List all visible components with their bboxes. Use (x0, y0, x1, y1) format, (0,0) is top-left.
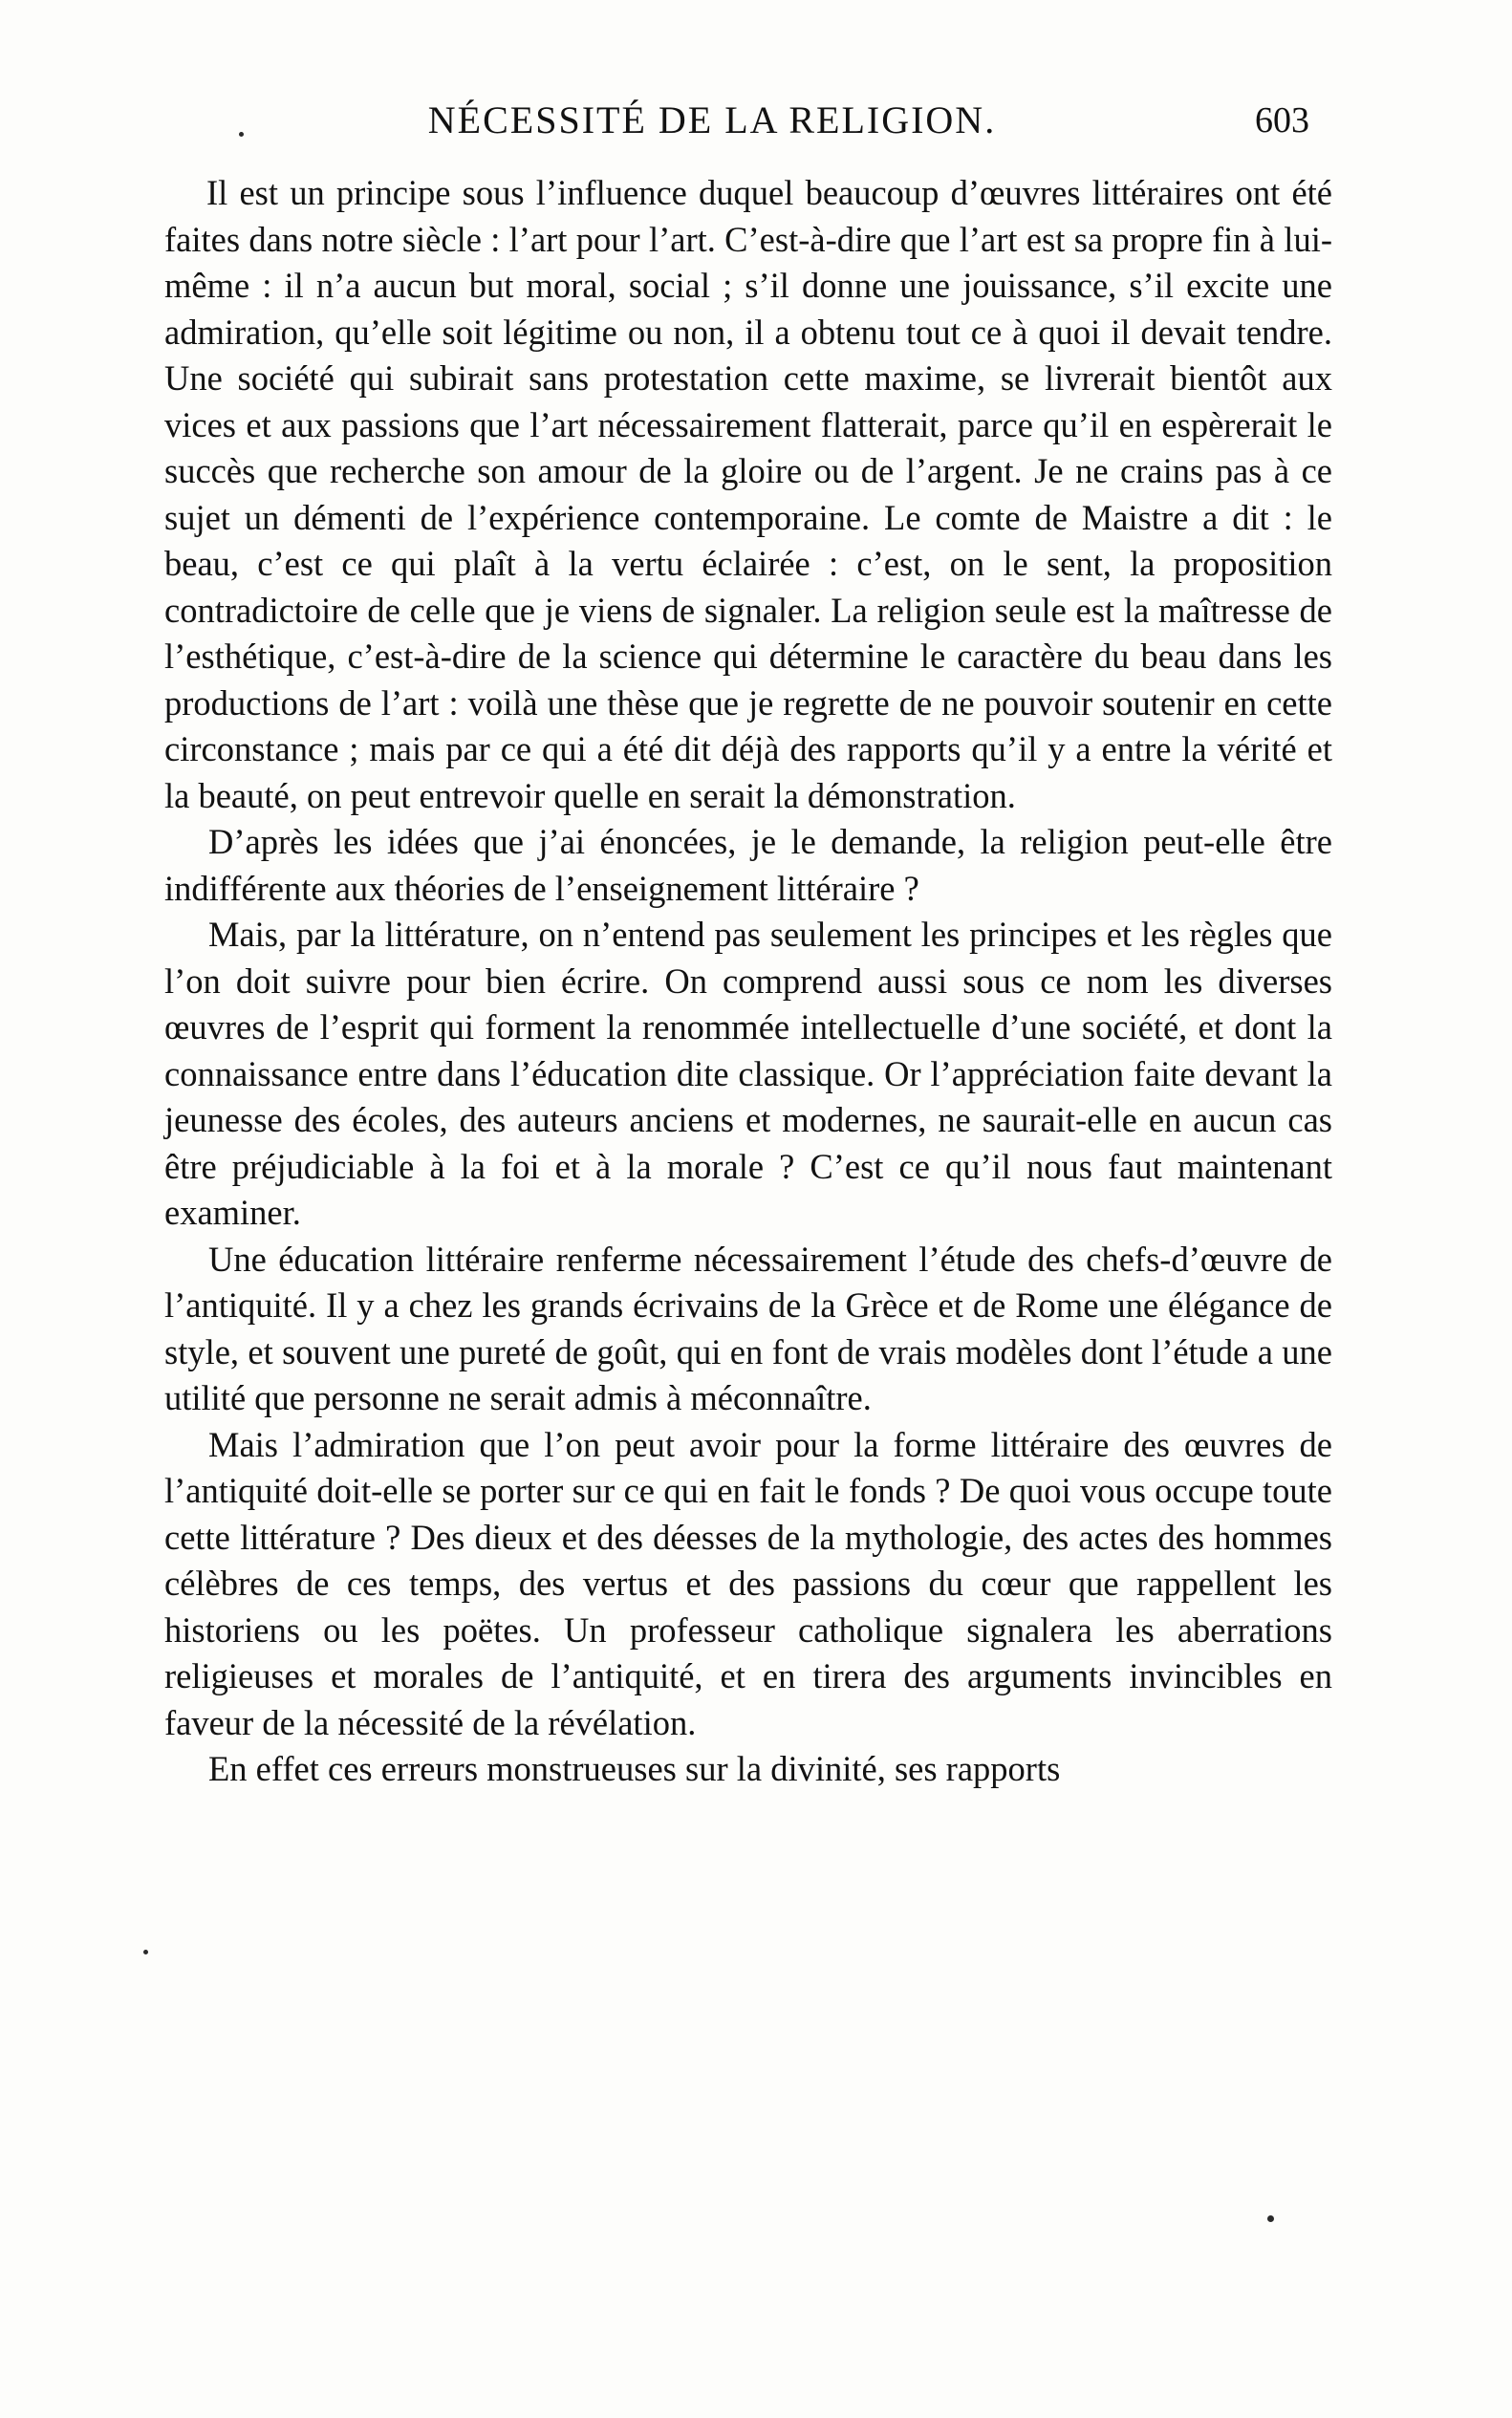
paragraph: En effet ces erreurs monstrueuses sur la divinité, ses rapports (208, 1749, 1061, 1788)
page-number: 603 (1255, 100, 1309, 140)
ink-speck (239, 132, 244, 137)
running-title: NÉCESSITÉ DE LA RELIGION. (427, 98, 997, 141)
ink-speck (143, 1950, 148, 1954)
ink-speck (1267, 2215, 1274, 2222)
paragraph: Il est un principe sous l’influence duquel beaucoup d’œuvres littéraires ont été faites dans notre siècle : l’art pour l’art. C’est-à-dire que l’art est sa propre fin à lui-même : il n’a aucun but moral, social ; s’il donne une jouissance, s’il excite une admiration, qu’elle soit légitime ou non, il a obtenu tout ce à quoi il devait tendre. Une société qui subirait sans protestation cette maxime, se livrerait bientôt aux vices et aux passions que l’art nécessairement flatterait, parce qu’il en espèrerait le succès que recherche son amour de la gloire ou de l’argent. Je ne crains pas à ce sujet un démenti de l’expérience contemporaine. Le comte de Maistre a dit : le beau, c’est ce qui plaît à la vertu éclairée : c’est, on le sent, la proposition contradictoire de celle que je viens de signaler. La religion seule est la maîtresse de l’esthétique, c’est-à-dire de la science qui détermine le caractère du beau dans les productions de l’art : voilà une thèse que je regrette de ne pouvoir soutenir en cette circonstance ; mais par ce qui a été dit déjà des rapports qu’il y a entre la vérité et la beauté, on peut entrevoir quelle en serait la démonstration. (164, 173, 1332, 815)
paragraph: D’après les idées que j’ai énoncées, je le demande, la religion peut-elle être indifférente aux théories de l’enseignement littéraire ? (164, 822, 1332, 908)
running-header (162, 92, 1348, 149)
paragraph: Une éducation littéraire renferme nécessairement l’étude des chefs-d’œuvre de l’antiquité. Il y a chez les grands écrivains de la Grèce et de Rome une élégance de style, et souvent une pureté de goût, qui en font de vrais modèles dont l’étude a une utilité que personne ne serait admis à méconnaître. (164, 1239, 1332, 1417)
paragraph: Mais, par la littérature, on n’entend pas seulement les principes et les règles que l’on doit suivre pour bien écrire. On comprend aussi sous ce nom les diverses œuvres de l’esprit qui forment la renommée intellectuelle d’une société, et dont la connaissance entre dans l’éducation dite classique. Or l’appréciation faite devant la jeunesse des écoles, des auteurs anciens et modernes, ne saurait-elle en aucun cas être préjudiciable à la foi et à la morale ? C’est ce qu’il nous faut maintenant examiner. (164, 915, 1332, 1232)
body-text (164, 170, 1332, 1793)
paragraph: Mais l’admiration que l’on peut avoir pour la forme littéraire des œuvres de l’antiquité doit-elle se porter sur ce qui en fait le fonds ? De quoi vous occupe toute cette littérature ? Des dieux et des déesses de la mythologie, des actes des hommes célèbres de ces temps, des vertus et des passions du cœur que rappellent les historiens ou les poëtes. Un professeur catholique signalera les aberrations religieuses et morales de l’antiquité, et en tirera des arguments invincibles en faveur de la nécessité de la révélation. (164, 1424, 1332, 1742)
